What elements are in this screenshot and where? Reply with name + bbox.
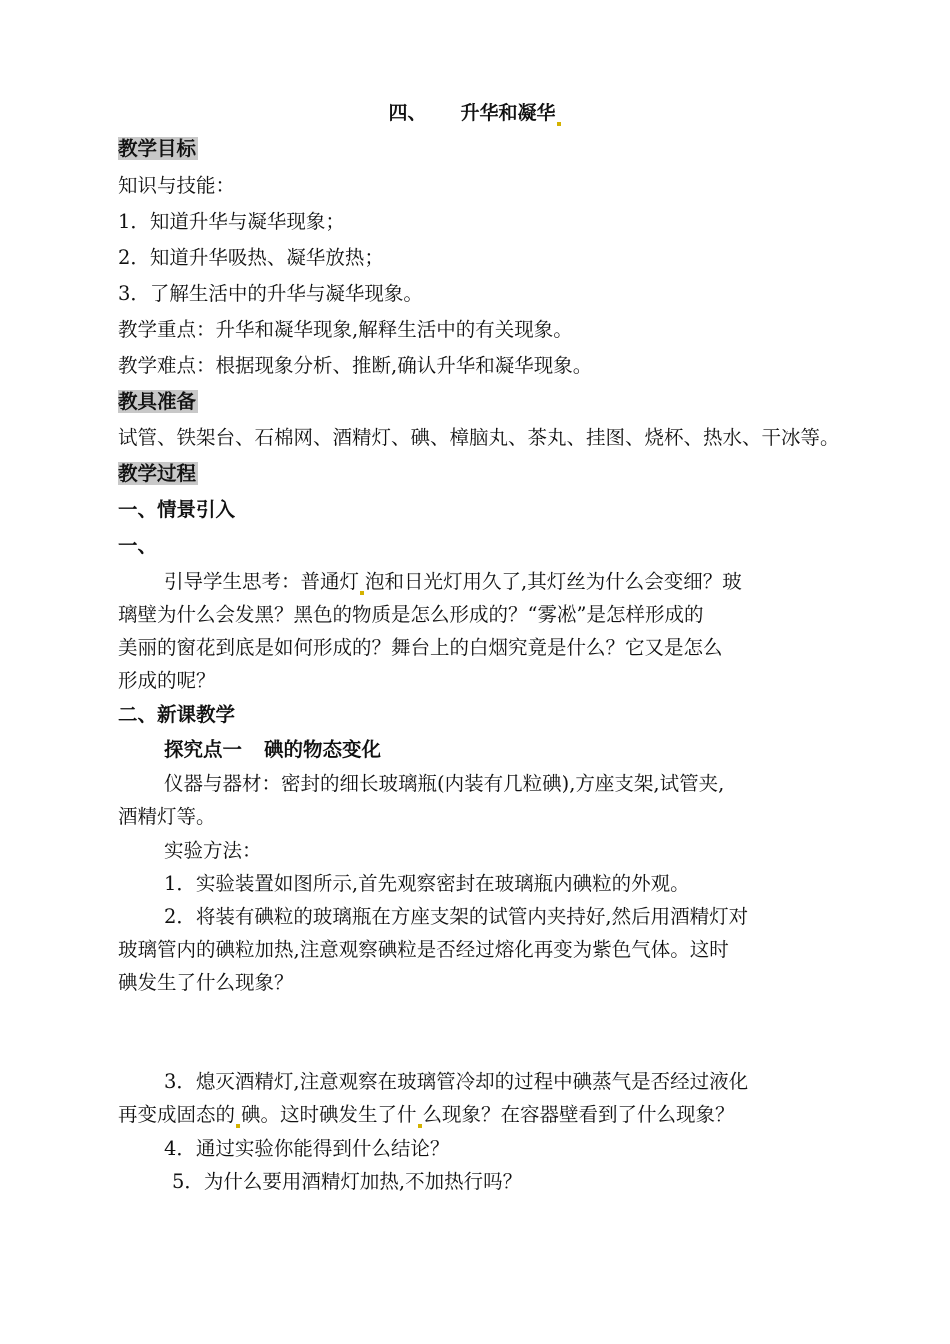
section-process-row [118, 461, 198, 487]
intro-text-a: 引导学生思考：普通灯 [164, 570, 360, 593]
equipment-line-1: 仪器与器材：密封的细长玻璃瓶(内装有几粒碘),方座支架,试管夹, [164, 772, 725, 795]
goal-item-2: 2．知道升华吸热、凝华放热； [118, 246, 384, 269]
step-3-line-1: 3．熄灭酒精灯,注意观察在玻璃管冷却的过程中碘蒸气是否经过液化 [164, 1070, 749, 1093]
step-2-line-1: 2．将装有碘粒的玻璃瓶在方座支架的试管内夹持好,然后用酒精灯对 [164, 905, 749, 928]
intro-line-1 [164, 569, 742, 595]
difficulty: 教学难点：根据现象分析、推断,确认升华和凝华现象。 [118, 354, 593, 377]
method-label: 实验方法： [164, 839, 262, 862]
step-3-line-2 [118, 1102, 735, 1128]
section-goal-row [118, 136, 198, 162]
explore-text: 碘的物态变化 [264, 738, 382, 761]
edit-mark [418, 1124, 422, 1128]
section-heading-process: 教学过程 [118, 462, 197, 485]
equipment-line-2: 酒精灯等。 [118, 805, 216, 828]
explore-label: 探究点一 [164, 738, 243, 761]
step3-text-a: 再变成固态的 [118, 1103, 236, 1126]
new-lesson-heading: 二、新课教学 [118, 703, 236, 726]
intro-sub: 一、 [118, 534, 158, 557]
intro-line-2: 璃壁为什么会发黑？黑色的物质是怎么形成的？“雾凇”是怎样形成的 [118, 603, 704, 626]
explore-heading [164, 737, 381, 763]
step-4: 4．通过实验你能得到什么结论？ [164, 1137, 450, 1160]
intro-text-b: 泡和日光灯用久了,其灯丝为什么会变细？玻 [365, 570, 742, 593]
title-text: 升华和凝华 [460, 102, 556, 124]
knowledge-label: 知识与技能： [118, 174, 236, 197]
key-point: 教学重点：升华和凝华现象,解释生活中的有关现象。 [118, 318, 573, 341]
tools-list: 试管、铁架台、石棉网、酒精灯、碘、樟脑丸、茶丸、挂图、烧杯、热水、干冰等。 [118, 426, 840, 449]
intro-line-3: 美丽的窗花到底是如何形成的？舞台上的白烟究竟是什么？它又是怎么 [118, 636, 723, 659]
section-heading-goal: 教学目标 [118, 137, 197, 160]
intro-line-4: 形成的呢？ [118, 669, 216, 692]
goal-item-3: 3．了解生活中的升华与凝华现象。 [118, 282, 423, 305]
step-2-line-2: 玻璃管内的碘粒加热,注意观察碘粒是否经过熔化再变为紫色气体。这时 [118, 938, 729, 961]
step3-text-b: 碘。这时碘发生了什 [241, 1103, 417, 1126]
step-2-line-3: 碘发生了什么现象？ [118, 971, 294, 994]
step3-text-c: 么现象？在容器壁看到了什么现象？ [422, 1103, 735, 1126]
title-number: 四、 [388, 102, 427, 124]
goal-item-1: 1．知道升华与凝华现象； [118, 210, 345, 233]
section-heading-tools: 教具准备 [118, 390, 197, 413]
edit-mark [360, 591, 364, 595]
step-1: 1．实验装置如图所示,首先观察密封在玻璃瓶内碘粒的外观。 [164, 872, 690, 895]
intro-heading: 一、情景引入 [118, 498, 236, 521]
edit-mark [236, 1124, 240, 1128]
page-title [0, 100, 950, 126]
step-5: 5．为什么要用酒精灯加热,不加热行吗？ [172, 1170, 523, 1193]
section-tools-row [118, 389, 198, 415]
edit-mark [557, 122, 561, 126]
